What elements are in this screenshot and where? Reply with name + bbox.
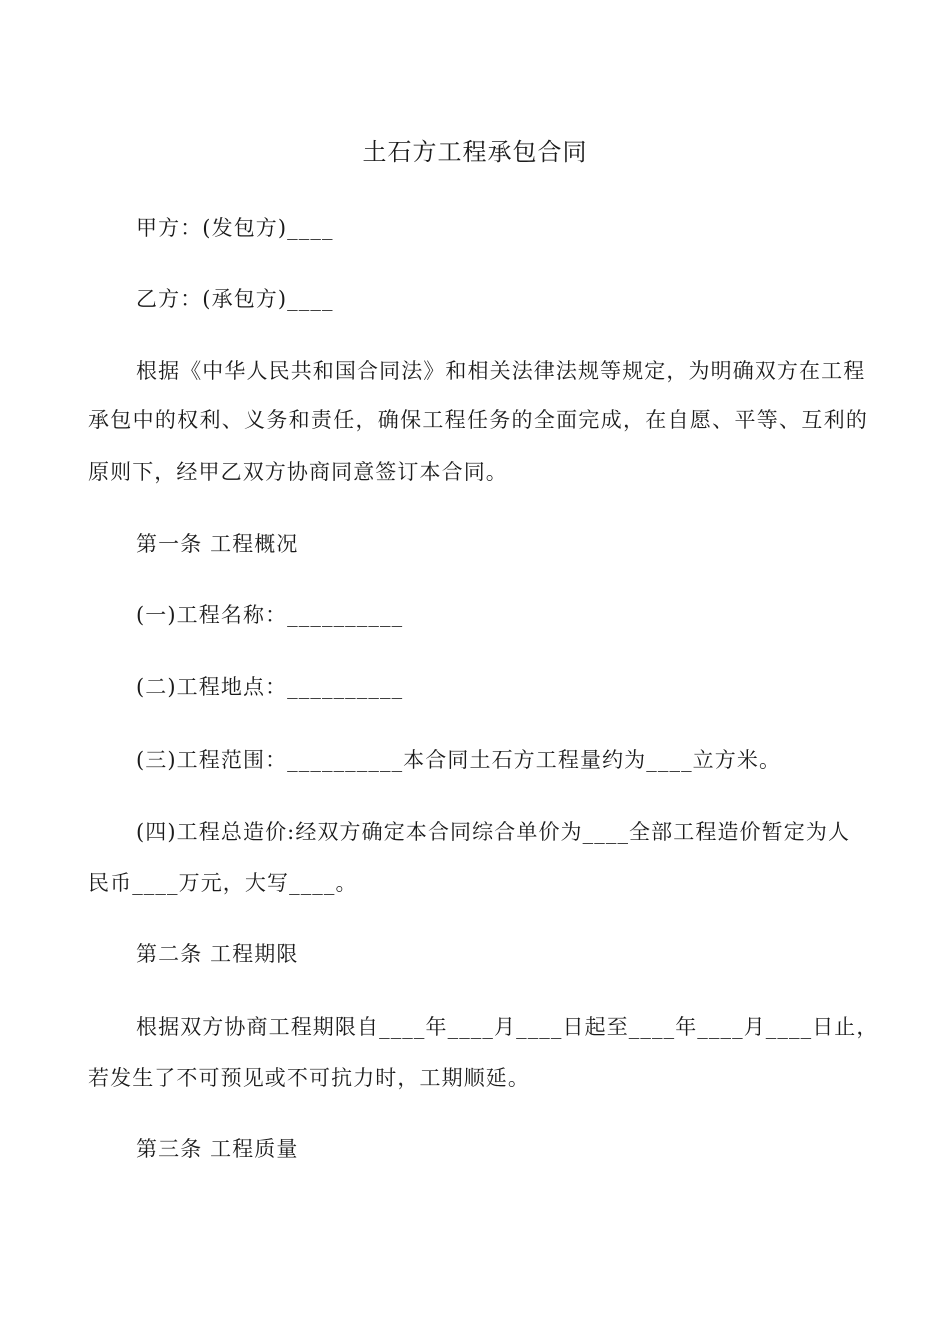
document-title: 土石方工程承包合同 [362,138,588,166]
total-cost-line-1: (四)工程总造价:经双方确定本合同综合单价为____全部工程造价暂定为人 [136,820,851,844]
preamble-line-1: 根据《中华人民共和国合同法》和相关法律法规等规定，为明确双方在工程 [136,359,866,383]
project-location-item: (二)工程地点：__________ [136,675,404,699]
total-cost-line-2: 民币____万元，大写____。 [88,871,358,895]
term-line-1: 根据双方协商工程期限自____年____月____日起至____年____月____日止， [136,1015,879,1039]
term-line-2: 若发生了不可预见或不可抗力时，工期顺延。 [88,1066,530,1090]
article-1-heading: 第一条 工程概况 [136,532,299,556]
party-b-line: 乙方：(承包方)____ [136,287,334,311]
project-scope-item: (三)工程范围：__________本合同土石方工程量约为____立方米。 [136,748,782,772]
article-2-heading: 第二条 工程期限 [136,942,299,966]
project-name-item: (一)工程名称：__________ [136,603,404,627]
party-a-line: 甲方：(发包方)____ [136,216,334,240]
preamble-line-3: 原则下，经甲乙双方协商同意签订本合同。 [88,460,508,484]
preamble-line-2: 承包中的权利、义务和责任，确保工程任务的全面完成，在自愿、平等、互利的 [88,408,868,432]
article-3-heading: 第三条 工程质量 [136,1137,299,1161]
